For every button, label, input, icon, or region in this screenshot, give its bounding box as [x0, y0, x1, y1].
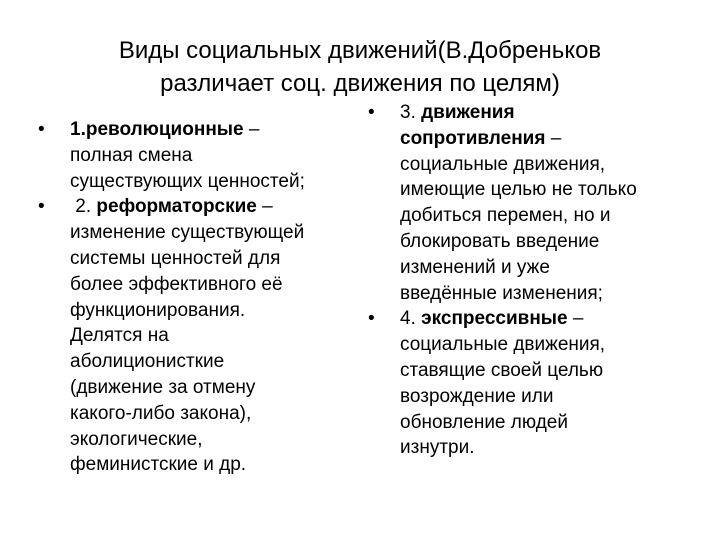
bullet-item-expressive [368, 306, 668, 461]
bullet-item-reformist [38, 194, 363, 478]
text-line: изменений и уже [400, 256, 550, 278]
item-term: движения [421, 102, 515, 123]
item-number: 3. [400, 102, 422, 123]
item-term: экспрессивные [421, 308, 568, 330]
text-line: феминистские и др. [70, 454, 247, 476]
item-dash: – [545, 127, 562, 149]
left-column [38, 117, 363, 478]
text-line: экологические, [70, 428, 203, 450]
item-heading [70, 194, 363, 220]
bullet-icon: • [38, 196, 45, 218]
text-line: Делятся на [70, 325, 169, 347]
text-line: более эффективного её [70, 273, 283, 295]
text-line: возрождение или [400, 385, 554, 407]
text-line: блокировать введение [400, 230, 600, 252]
text-line: обновление людей [400, 411, 568, 433]
item-heading [400, 306, 668, 332]
text-line: аболиционисткие [70, 351, 225, 373]
item-term-cont: сопротивления [400, 127, 546, 149]
bullet-item-revolutionary [38, 117, 363, 194]
bullet-item-resistance [368, 100, 668, 306]
text-line: какого-либо закона), [70, 402, 252, 424]
item-dash: – [243, 119, 260, 140]
text-line: функционирования. [70, 299, 246, 321]
text-line: (движение за отмену [70, 376, 256, 398]
title-line-2: различает соц. движения по целям) [160, 70, 560, 97]
item-term: реформаторские [96, 196, 257, 218]
item-term: 1.революционные [70, 119, 244, 140]
text-line: существующих ценностей; [70, 170, 305, 192]
text-line: изменение существующей [70, 222, 305, 244]
bullet-icon: • [368, 102, 375, 123]
item-heading [70, 117, 363, 143]
text-line: введённые изменения; [400, 282, 603, 304]
slide-title [40, 34, 680, 100]
bullet-icon: • [368, 308, 375, 330]
item-dash: – [256, 196, 273, 218]
right-column [368, 100, 668, 461]
item-dash: – [567, 308, 584, 330]
text-line: изнутри. [400, 437, 475, 459]
bullet-icon: • [38, 119, 45, 140]
text-line: социальные движения, [400, 334, 606, 356]
text-line: полная смена [70, 144, 193, 166]
title-line-1: Виды социальных движений(В.Добреньков [118, 37, 602, 64]
text-line: добиться перемен, но и [400, 205, 611, 227]
text-line: ставящие своей целью [400, 359, 604, 381]
item-number: 2. [70, 196, 97, 218]
text-line: социальные движения, [400, 153, 606, 175]
item-heading [400, 100, 668, 126]
item-heading-cont [400, 126, 668, 152]
item-number: 4. [400, 308, 422, 330]
text-line: системы ценностей для [70, 247, 281, 269]
text-line: имеющие целью не только [400, 179, 637, 201]
